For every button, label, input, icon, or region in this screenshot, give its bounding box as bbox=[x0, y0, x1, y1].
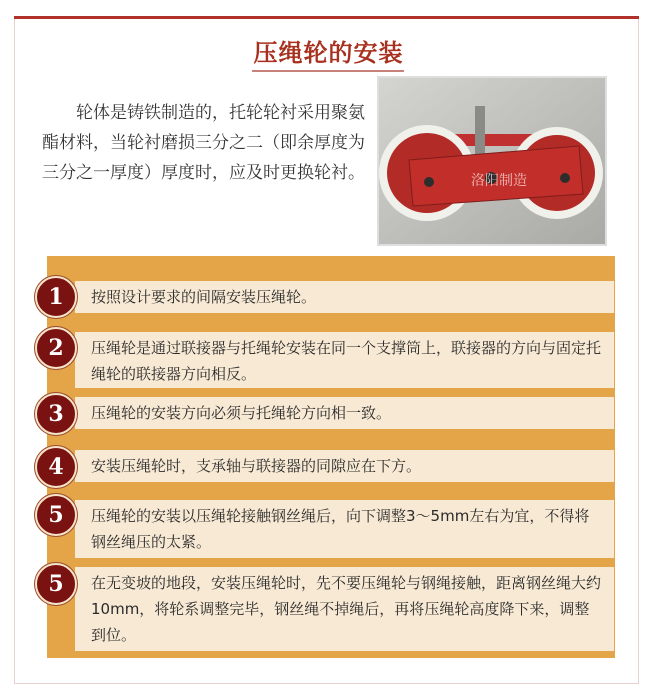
photo-watermark: 洛阳制造 bbox=[471, 173, 527, 189]
top-accent-bar bbox=[14, 16, 639, 19]
step-text-1: 按照设计要求的间隔安装压绳轮。 bbox=[75, 281, 614, 313]
step-number-badge-4: 4 bbox=[35, 446, 77, 488]
step-number-badge-1: 1 bbox=[35, 276, 77, 318]
page-title: 压绳轮的安装 bbox=[253, 39, 404, 67]
step-number-badge-3: 3 bbox=[35, 393, 77, 435]
title-underline bbox=[252, 70, 404, 72]
step-text-2: 压绳轮是通过联接器与托绳轮安装在同一个支撑筒上，联接器的方向与固定托绳轮的联接器方向相反。 bbox=[75, 332, 614, 388]
step-number-badge-5: 5 bbox=[35, 494, 77, 536]
step-text-5: 压绳轮的安装以压绳轮接触钢丝绳后，向下调整3～5mm左右为宜，不得将钢丝绳压的太紧。 bbox=[75, 500, 614, 558]
step-text-3: 压绳轮的安装方向必须与托绳轮方向相一致。 bbox=[75, 397, 614, 429]
step-text-4: 安装压绳轮时，支承轴与联接器的同隙应在下方。 bbox=[75, 450, 614, 482]
step-number-badge-2: 2 bbox=[35, 327, 77, 369]
pulley-illustration bbox=[379, 78, 605, 244]
step-text-6: 在无变坡的地段，安装压绳轮时，先不要压绳轮与钢绳接触，距离钢丝绳大约10mm，将轮系调整完毕，钢丝绳不掉绳后，再将压绳轮高度降下来，调整到位。 bbox=[75, 567, 614, 651]
step-number-badge-6: 5 bbox=[35, 563, 77, 605]
product-photo bbox=[377, 76, 607, 246]
intro-paragraph: 轮体是铸铁制造的，托轮轮衬采用聚氨酯材料，当轮衬磨损三分之二（即余厚度为三分之一厚度）厚度时，应及时更换轮衬。 bbox=[42, 103, 365, 183]
